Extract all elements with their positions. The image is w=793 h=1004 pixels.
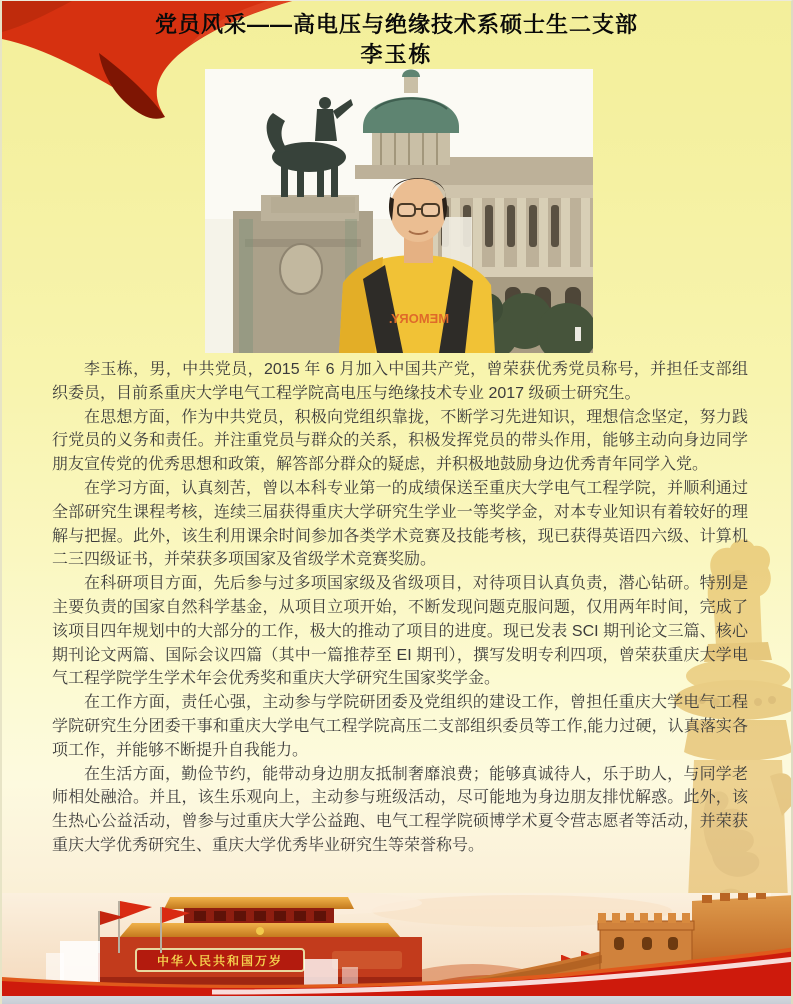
article-paragraph: 在生活方面，勤俭节约，能带动身边朋友抵制奢靡浪费；能够真诚待人，乐于助人，与同学老师相处融洽。并且，该生乐观向上，主动参与班级活动，尽可能地为身边朋友排忧解惑。此外，该生热心公益活动，曾参与过重庆大学公益跑、电气工程学院硕博学术夏令营志愿者等活动，并荣获重庆大学优秀研究生、重庆大学优秀毕业研究生等荣誉称号。 (52, 765, 748, 854)
article-paragraph: 在工作方面，责任心强，主动参与学院研团委及党组织的建设工作，曾担任重庆大学电气工程学院研究生分团委干事和重庆大学电气工程学院高压二支部组织委员等工作,能力过硬，认真落实各项工作，并能够不断提升自我能力。 (52, 694, 748, 759)
title-line-2: 李玉栋 (360, 42, 433, 67)
national-banner-text: 中华人民共和国万岁 (156, 954, 284, 968)
article-paragraph: 在思想方面，作为中共党员，积极向党组织靠拢，不断学习先进知识，理想信念坚定，努力践行党员的义务和责任。并注重党员与群众的关系，积极发挥党员的带头作用，能够主动向身边同学朋友宣传党的优秀思想和政策，解答部分群众的疑虑，并积极地鼓励身边优秀青年同学入党。 (52, 408, 748, 474)
page-title (2, 9, 791, 69)
biography-article (52, 358, 748, 858)
bottom-gray-strip (2, 996, 793, 1004)
article-paragraph: 在学习方面，认真刻苦，曾以本科专业第一的成绩保送至重庆大学电气工程学院，并顺利通过全部研究生课程考核，连续三届获得重庆大学研究生学业一等奖学金，对本专业知识有着较好的理解与把握。此外，该生利用课余时间参加各类学术竞赛及技能考核，现已获得英语四六级、计算机二三四级证书，并荣获多项国家及省级学术竞赛奖励。 (52, 479, 748, 569)
shirt-text: MEMORY. (388, 311, 450, 326)
article-paragraph: 在科研项目方面，先后参与过多项国家级及省级项目，对待项目认真负责，潜心钻研。特别是主要负责的国家自然科学基金，从项目立项开始，不断发现问题克服问题，仅用两年时间，完成了该项目四年规划中的大部分的工作，极大的推动了项目的进度。现已发表 SCI 期刊论文三篇、核心期刊论文两篇、国际会议四篇（其中一篇推荐至 EI 期刊），撰写发明专利四项，曾荣获重庆大学电气工程学院学生学术年会优秀奖和重庆大学研究生国家奖学金。 (52, 575, 748, 688)
footer-scene (2, 893, 793, 996)
article-paragraph: 李玉栋，男，中共党员，2015 年 6 月加入中国共产党，曾荣获优秀党员称号，并担任支部组织委员，目前系重庆大学电气工程学院高电压与绝缘技术专业 2017 级硕士研究生。 (52, 361, 748, 402)
title-line-1: 党员风采——高电压与绝缘技术系硕士生二支部 (154, 12, 638, 37)
profile-photo (205, 69, 593, 353)
